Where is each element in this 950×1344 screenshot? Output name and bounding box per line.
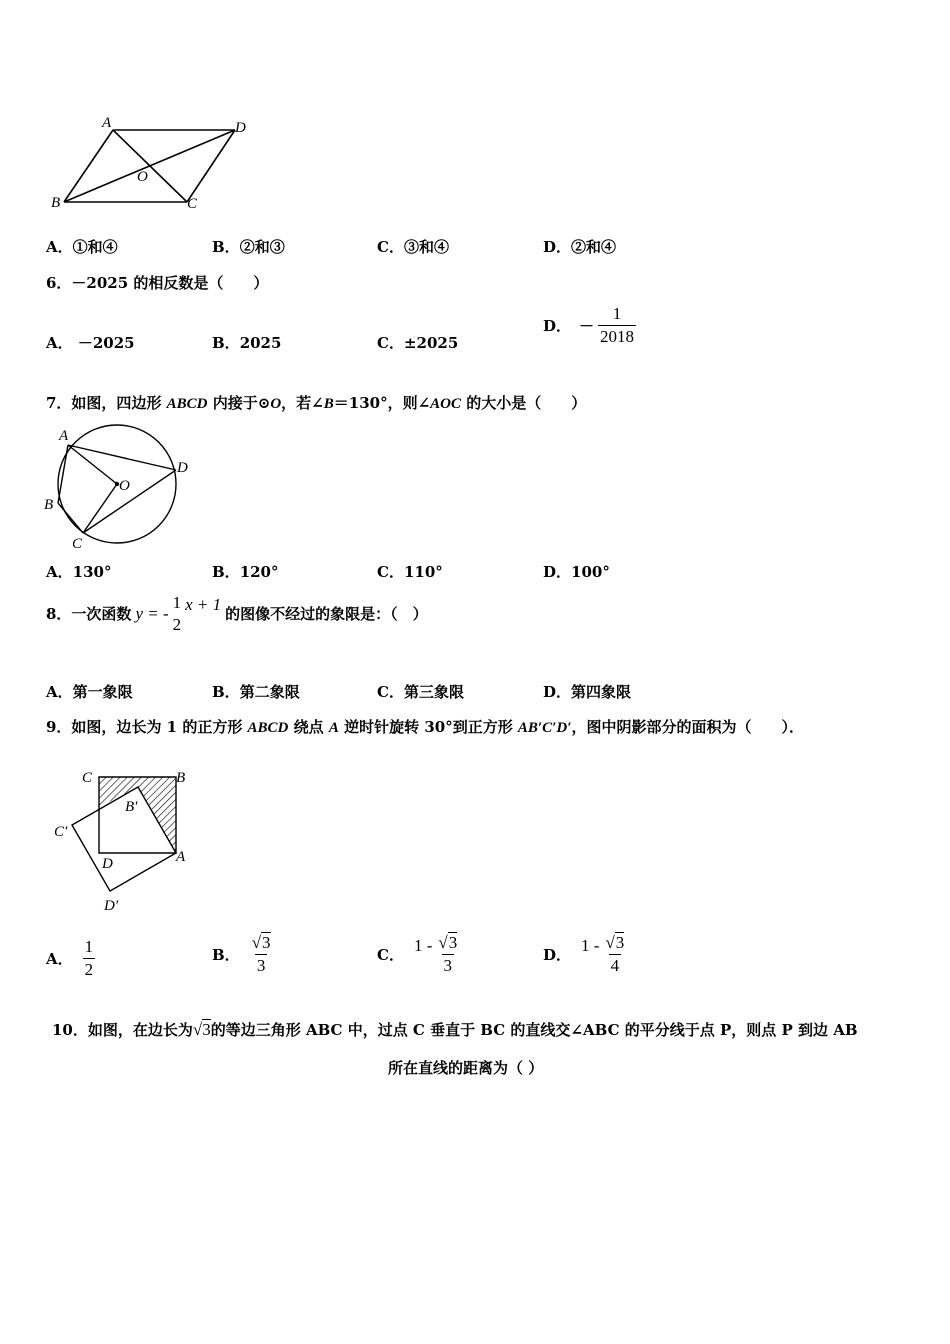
- stem-var: B: [323, 396, 334, 412]
- q9-label-d: D: [102, 856, 113, 872]
- q6-option-b[interactable]: [212, 332, 281, 353]
- option-letter: D．: [543, 683, 572, 701]
- option-text: ±2025: [403, 334, 459, 352]
- option-text: ①和④: [72, 238, 118, 256]
- fraction-denominator: 3: [443, 955, 453, 975]
- fraction-numerator: [603, 934, 626, 954]
- option-letter: C．: [377, 334, 404, 352]
- q8-option-a[interactable]: [46, 681, 133, 702]
- q9-option-b-fraction: [250, 934, 273, 975]
- stem-text: 逆时针旋转 30°到正方形: [338, 718, 518, 736]
- option-letter: A．: [46, 683, 73, 701]
- option-letter: B．: [212, 238, 240, 256]
- option-letter: B．: [212, 945, 240, 964]
- q9-stem: [46, 716, 804, 737]
- q7-label-b: B: [44, 497, 54, 513]
- q8-stem: [46, 594, 428, 634]
- option-text: 第二象限: [239, 683, 300, 701]
- option-letter: C．: [377, 945, 404, 964]
- q7-option-c[interactable]: [377, 561, 443, 582]
- q6-option-c[interactable]: [377, 332, 458, 353]
- option-text: －2025: [77, 334, 135, 352]
- q6-stem: 6．－2025 的相反数是（ ）: [46, 274, 269, 292]
- q5-label-a: A: [102, 115, 112, 131]
- q10-stem-line1: [52, 1019, 858, 1040]
- q9-label-b: B: [176, 770, 186, 786]
- option-letter: B．: [212, 563, 240, 581]
- stem-var: ABCD: [166, 396, 208, 412]
- stem-text: 的大小是（ ）: [461, 394, 587, 412]
- option-text: 120°: [239, 563, 279, 581]
- radicand: 3: [262, 933, 271, 952]
- q9-label-dp: D′: [104, 898, 119, 914]
- fraction-denominator: 3: [256, 955, 266, 975]
- sqrt-symbol: √3: [251, 933, 271, 952]
- stem-var: ABCD: [247, 720, 289, 736]
- formula-fraction: [171, 594, 184, 634]
- q7-option-d[interactable]: [543, 561, 610, 582]
- q9-option-b[interactable]: [212, 934, 273, 975]
- q5-label-o: O: [137, 169, 148, 185]
- option-letter: D．: [543, 563, 572, 581]
- fraction-numerator: 1: [612, 304, 622, 323]
- option-letter: C．: [377, 563, 404, 581]
- sqrt-symbol: √3: [438, 933, 458, 952]
- q7-circle-figure: [40, 418, 200, 553]
- q9-rotated-square-figure: [45, 760, 210, 920]
- option-prefix: 1 -: [581, 936, 600, 956]
- q5-option-d[interactable]: [543, 236, 616, 257]
- stem-text: 10．如图，在边长为: [52, 1021, 193, 1039]
- fraction-denominator: 2: [172, 614, 182, 634]
- q5-label-b: B: [51, 195, 61, 211]
- option-letter: C．: [377, 238, 404, 256]
- stem-text: 的图像不经过的象限是：（ ）: [225, 605, 428, 624]
- q5-parallelogram-figure: [40, 110, 270, 220]
- stem-text: 9．如图，边长为 1 的正方形: [46, 718, 248, 736]
- q9-label-bp: B′: [125, 799, 138, 815]
- q5-option-a[interactable]: [46, 236, 118, 257]
- q8-option-c[interactable]: [377, 681, 464, 702]
- q6-option-a[interactable]: [46, 332, 135, 353]
- q5-option-c[interactable]: [377, 236, 449, 257]
- q5-label-c: C: [187, 196, 198, 212]
- q10-stem-line2: 所在直线的距离为（ ）: [388, 1059, 544, 1077]
- option-text: 2025: [239, 334, 282, 352]
- formula-right: x + 1: [185, 594, 222, 614]
- stem-var: AOC: [430, 396, 461, 412]
- option-letter: D．: [543, 238, 572, 256]
- option-text: 110°: [403, 563, 443, 581]
- q9-label-cp: C′: [54, 824, 68, 840]
- stem-text: 7．如图，四边形: [46, 394, 167, 412]
- q9-option-a[interactable]: [46, 938, 95, 979]
- option-letter: D．: [543, 316, 572, 335]
- q9-option-c[interactable]: [377, 934, 459, 975]
- option-text: 第四象限: [571, 683, 632, 701]
- q9-option-c-fraction: [436, 934, 459, 975]
- fraction-numerator: [250, 934, 273, 954]
- q7-label-o: O: [119, 478, 130, 494]
- sqrt-symbol: √3: [605, 933, 625, 952]
- fraction-denominator: 2018: [600, 326, 635, 346]
- q7-label-a: A: [59, 428, 69, 444]
- radicand: 3: [448, 933, 458, 952]
- option-letter: A．: [46, 334, 73, 352]
- q7-label-d: D: [177, 460, 188, 476]
- option-letter: B．: [212, 334, 240, 352]
- q8-option-d[interactable]: [543, 681, 631, 702]
- option-text: 第一象限: [72, 683, 133, 701]
- stem-text: 8．一次函数: [46, 605, 132, 624]
- stem-text: ，图中阴影部分的面积为（ ）．: [571, 718, 804, 736]
- fraction-denominator: 4: [610, 955, 620, 975]
- option-letter: A．: [46, 238, 73, 256]
- stem-text: 绕点: [288, 718, 329, 736]
- stem-var: A: [328, 720, 339, 736]
- q9-option-a-fraction: [83, 938, 96, 979]
- fraction-numerator: 1: [172, 593, 182, 612]
- option-prefix: 1 -: [413, 936, 433, 956]
- q6-option-d[interactable]: [543, 305, 636, 346]
- radicand: 3: [202, 1020, 211, 1039]
- option-letter: C．: [377, 683, 404, 701]
- option-letter: D．: [543, 945, 572, 964]
- q7-option-b[interactable]: [212, 561, 279, 582]
- option-text: ②和④: [571, 238, 617, 256]
- formula-left: y = -: [135, 603, 169, 623]
- stem-text: 的等边三角形 ABC 中，过点 C 垂直于 BC 的直线交∠ABC 的平分线于点 P，则点 P 到边 AB: [210, 1021, 858, 1039]
- q6-option-d-fraction: [598, 305, 636, 346]
- stem-text: ＝130°，则∠: [333, 394, 431, 412]
- q9-option-d-fraction: [603, 934, 626, 975]
- option-letter: A．: [46, 949, 73, 968]
- q9-label-c: C: [82, 770, 93, 786]
- option-text: ③和④: [403, 238, 449, 256]
- option-text: 130°: [72, 563, 112, 581]
- option-text: －: [579, 316, 595, 335]
- option-letter: B．: [212, 683, 240, 701]
- q7-label-c: C: [72, 536, 83, 552]
- option-text: 100°: [571, 563, 610, 581]
- q8-option-b[interactable]: [212, 681, 300, 702]
- fraction-numerator: [436, 934, 459, 954]
- q7-option-a[interactable]: [46, 561, 111, 582]
- q5-label-d: D: [235, 120, 246, 136]
- stem-var: AB′C′D′: [517, 720, 572, 736]
- stem-text: 内接于⊙: [207, 394, 271, 412]
- q9-option-d[interactable]: [543, 934, 626, 975]
- sqrt-symbol: √3: [192, 1020, 211, 1039]
- stem-text: ，若∠: [281, 394, 324, 412]
- fraction-numerator: 1: [84, 937, 94, 956]
- stem-var: O: [270, 396, 282, 412]
- q7-stem: [46, 392, 586, 413]
- option-letter: A．: [46, 563, 73, 581]
- q5-option-b[interactable]: [212, 236, 285, 257]
- option-text: ②和③: [239, 238, 285, 256]
- option-text: 第三象限: [403, 683, 464, 701]
- radicand: 3: [615, 933, 625, 952]
- fraction-denominator: 2: [84, 959, 94, 979]
- q9-label-a: A: [176, 849, 186, 865]
